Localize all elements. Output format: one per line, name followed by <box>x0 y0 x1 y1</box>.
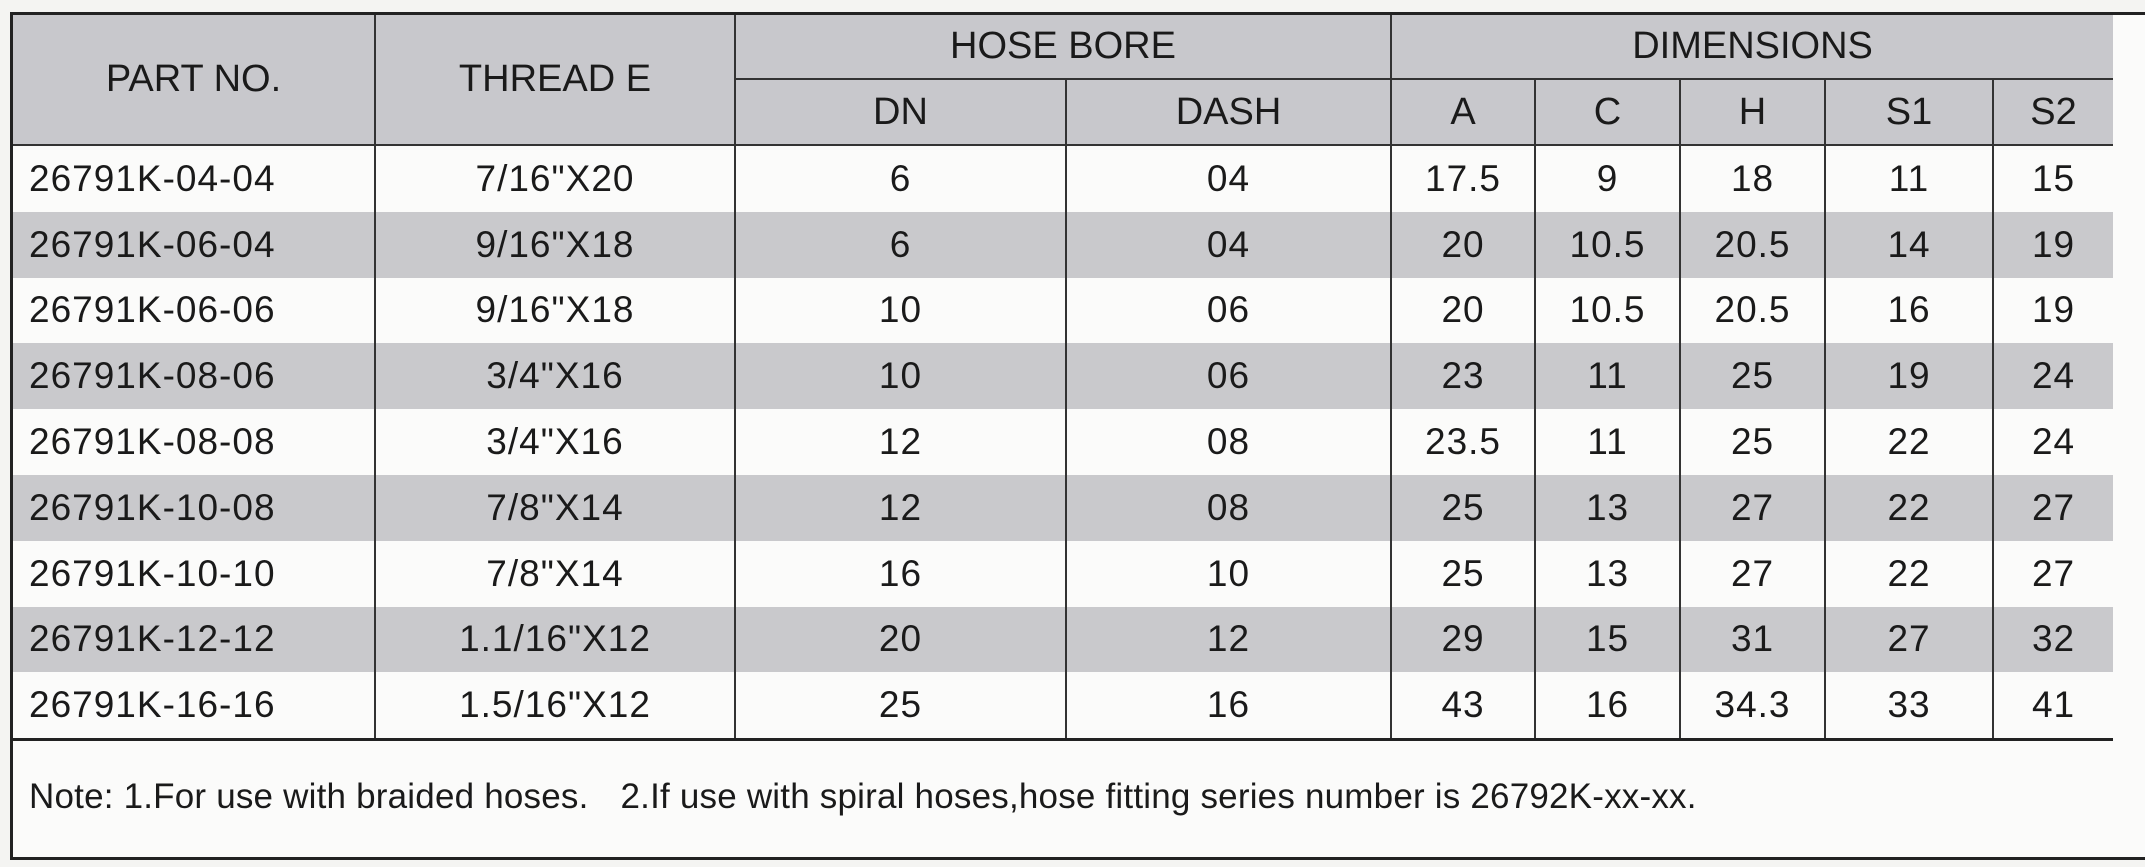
cell-s1: 22 <box>1825 475 1993 541</box>
cell-dn: 20 <box>735 607 1066 673</box>
cell-part: 26791K-06-06 <box>13 278 375 344</box>
cell-c: 13 <box>1535 541 1680 607</box>
cell-s2: 15 <box>1993 145 2113 212</box>
cell-s1: 22 <box>1825 409 1993 475</box>
cell-a: 43 <box>1391 672 1535 739</box>
cell-s1: 22 <box>1825 541 1993 607</box>
cell-dash: 06 <box>1066 343 1391 409</box>
fitting-spec-table <box>13 15 2113 741</box>
cell-thread: 7/8"X14 <box>375 541 735 607</box>
cell-dn: 12 <box>735 475 1066 541</box>
cell-part: 26791K-16-16 <box>13 672 375 739</box>
cell-thread: 1.5/16"X12 <box>375 672 735 739</box>
cell-dn: 16 <box>735 541 1066 607</box>
table-row <box>13 672 2113 739</box>
cell-dn: 10 <box>735 278 1066 344</box>
cell-h: 25 <box>1680 409 1825 475</box>
cell-a: 23.5 <box>1391 409 1535 475</box>
cell-c: 11 <box>1535 409 1680 475</box>
table-row <box>13 541 2113 607</box>
table-row <box>13 212 2113 278</box>
header-hose-bore: HOSE BORE <box>735 15 1391 79</box>
cell-dn: 25 <box>735 672 1066 739</box>
cell-s1: 16 <box>1825 278 1993 344</box>
cell-dash: 08 <box>1066 409 1391 475</box>
cell-s2: 27 <box>1993 475 2113 541</box>
header-s2: S2 <box>1993 79 2113 145</box>
cell-a: 25 <box>1391 475 1535 541</box>
cell-part: 26791K-06-04 <box>13 212 375 278</box>
cell-a: 20 <box>1391 212 1535 278</box>
cell-dash: 04 <box>1066 212 1391 278</box>
cell-h: 25 <box>1680 343 1825 409</box>
cell-s1: 14 <box>1825 212 1993 278</box>
cell-s2: 19 <box>1993 212 2113 278</box>
cell-thread: 3/4"X16 <box>375 409 735 475</box>
cell-dash: 16 <box>1066 672 1391 739</box>
cell-s2: 24 <box>1993 343 2113 409</box>
cell-h: 27 <box>1680 541 1825 607</box>
cell-dash: 08 <box>1066 475 1391 541</box>
header-dash: DASH <box>1066 79 1391 145</box>
table-body <box>13 145 2113 740</box>
cell-h: 20.5 <box>1680 212 1825 278</box>
cell-part: 26791K-04-04 <box>13 145 375 212</box>
cell-c: 9 <box>1535 145 1680 212</box>
cell-part: 26791K-10-10 <box>13 541 375 607</box>
table-row <box>13 145 2113 212</box>
cell-dn: 12 <box>735 409 1066 475</box>
cell-a: 20 <box>1391 278 1535 344</box>
cell-c: 10.5 <box>1535 278 1680 344</box>
cell-s2: 41 <box>1993 672 2113 739</box>
table-row <box>13 278 2113 344</box>
cell-part: 26791K-10-08 <box>13 475 375 541</box>
cell-dn: 6 <box>735 145 1066 212</box>
cell-s2: 27 <box>1993 541 2113 607</box>
cell-thread: 9/16"X18 <box>375 212 735 278</box>
cell-dash: 06 <box>1066 278 1391 344</box>
cell-thread: 1.1/16"X12 <box>375 607 735 673</box>
cell-s2: 19 <box>1993 278 2113 344</box>
cell-a: 29 <box>1391 607 1535 673</box>
header-a: A <box>1391 79 1535 145</box>
header-h: H <box>1680 79 1825 145</box>
cell-h: 34.3 <box>1680 672 1825 739</box>
cell-s1: 19 <box>1825 343 1993 409</box>
cell-c: 15 <box>1535 607 1680 673</box>
cell-h: 18 <box>1680 145 1825 212</box>
cell-s1: 27 <box>1825 607 1993 673</box>
cell-c: 13 <box>1535 475 1680 541</box>
header-c: C <box>1535 79 1680 145</box>
cell-thread: 9/16"X18 <box>375 278 735 344</box>
header-part-no: PART NO. <box>13 15 375 145</box>
table-row <box>13 409 2113 475</box>
cell-h: 31 <box>1680 607 1825 673</box>
cell-thread: 7/8"X14 <box>375 475 735 541</box>
cell-thread: 7/16"X20 <box>375 145 735 212</box>
header-dn: DN <box>735 79 1066 145</box>
note-item-2: 2.If use with spiral hoses,hose fitting series number is 26792K-xx-xx. <box>620 777 1697 816</box>
table-row <box>13 607 2113 673</box>
header-thread: THREAD E <box>375 15 735 145</box>
cell-h: 20.5 <box>1680 278 1825 344</box>
cell-s1: 11 <box>1825 145 1993 212</box>
cell-a: 17.5 <box>1391 145 1535 212</box>
cell-c: 10.5 <box>1535 212 1680 278</box>
table-row <box>13 343 2113 409</box>
header-s1: S1 <box>1825 79 1993 145</box>
cell-thread: 3/4"X16 <box>375 343 735 409</box>
footnote <box>29 777 1697 817</box>
cell-h: 27 <box>1680 475 1825 541</box>
cell-dash: 04 <box>1066 145 1391 212</box>
cell-c: 11 <box>1535 343 1680 409</box>
cell-dash: 10 <box>1066 541 1391 607</box>
cell-dash: 12 <box>1066 607 1391 673</box>
cell-part: 26791K-08-06 <box>13 343 375 409</box>
cell-part: 26791K-08-08 <box>13 409 375 475</box>
cell-dn: 10 <box>735 343 1066 409</box>
cell-part: 26791K-12-12 <box>13 607 375 673</box>
table-row <box>13 475 2113 541</box>
cell-a: 23 <box>1391 343 1535 409</box>
cell-s2: 32 <box>1993 607 2113 673</box>
spec-sheet <box>10 12 2145 860</box>
cell-a: 25 <box>1391 541 1535 607</box>
header-dimensions: DIMENSIONS <box>1391 15 2113 79</box>
cell-c: 16 <box>1535 672 1680 739</box>
note-item-1: Note: 1.For use with braided hoses. <box>29 777 589 816</box>
cell-s1: 33 <box>1825 672 1993 739</box>
cell-dn: 6 <box>735 212 1066 278</box>
cell-s2: 24 <box>1993 409 2113 475</box>
